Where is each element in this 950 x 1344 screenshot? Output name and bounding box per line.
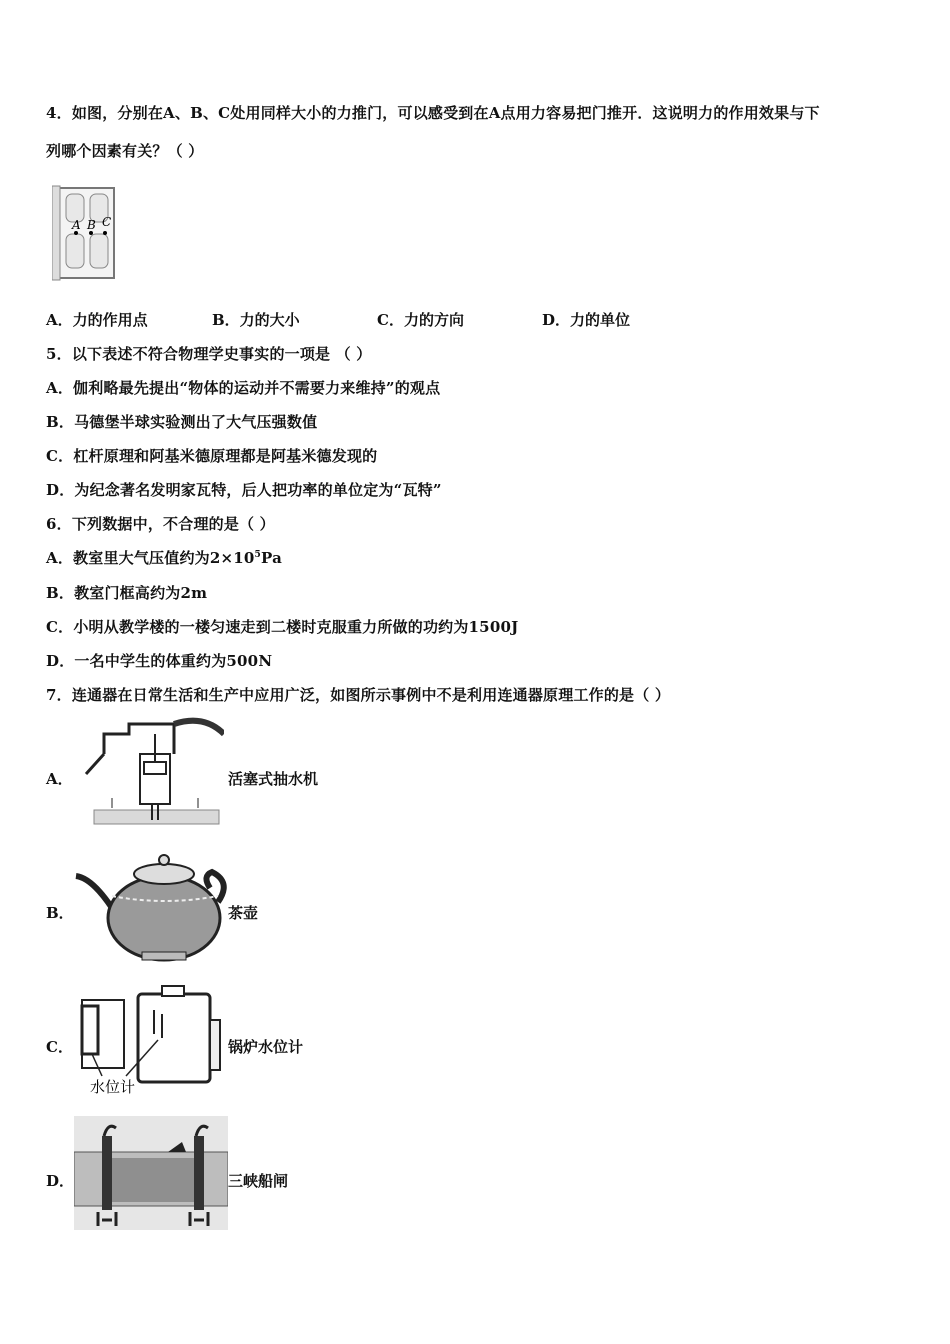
q6-stem: 6．下列数据中，不合理的是（ ）: [46, 515, 275, 533]
q4-option-c[interactable]: C．力的方向: [377, 311, 464, 329]
ship-lock-figure: [74, 1116, 228, 1230]
door-figure: [52, 184, 118, 282]
q7-option-a-letter[interactable]: A．: [46, 770, 73, 788]
q5-option-c[interactable]: C．杠杆原理和阿基米德原理都是阿基米德发现的: [46, 447, 378, 465]
q7-stem: 7．连通器在日常生活和生产中应用广泛，如图所示事例中不是利用连通器原理工作的是（ ）: [46, 686, 671, 704]
door-label-c: C: [102, 215, 112, 229]
door-label-a: A: [72, 218, 81, 232]
q4-stem-line1: 4．如图，分别在A、B、C处用同样大小的力推门，可以感受到在A点用力容易把门推开．这说明力的作用效果与下: [46, 104, 820, 122]
piston-pump-figure: [74, 714, 224, 828]
q6-option-c[interactable]: C．小明从教学楼的一楼匀速走到二楼时克服重力所做的功约为1500J: [46, 618, 519, 636]
q4-stem-line2: 列哪个因素有关？（ ）: [46, 142, 204, 160]
q7-option-b-letter[interactable]: B．: [46, 904, 74, 922]
q7-option-a-caption: 活塞式抽水机: [228, 770, 319, 788]
q7-option-b-caption: 茶壶: [228, 904, 259, 922]
q5-stem: 5．以下表述不符合物理学史事实的一项是 （ ）: [46, 345, 372, 363]
q7-option-c-caption: 锅炉水位计: [228, 1038, 304, 1056]
q7-option-d-caption: 三峡船闸: [228, 1172, 289, 1190]
door-label-b: B: [87, 218, 96, 232]
q7-option-c-letter[interactable]: C．: [46, 1038, 73, 1056]
q6-option-a[interactable]: [46, 547, 282, 568]
q4-option-d[interactable]: D．力的单位: [542, 311, 631, 329]
teapot-figure: [72, 852, 228, 964]
q5-option-a[interactable]: A．伽利略最先提出“物体的运动并不需要力来维持”的观点: [46, 379, 441, 397]
water-gauge-label: 水位计: [90, 1078, 136, 1094]
q6-option-a-exponent: 5: [254, 550, 261, 560]
q6-option-a-unit: Pa: [261, 549, 282, 567]
boiler-figure: [72, 984, 228, 1094]
q5-option-d[interactable]: D．为纪念著名发明家瓦特，后人把功率的单位定为“瓦特”: [46, 481, 442, 499]
q4-option-b[interactable]: B．力的大小: [212, 311, 300, 329]
q6-option-b[interactable]: B．教室门框高约为2m: [46, 584, 208, 602]
q5-option-b[interactable]: B．马德堡半球实验测出了大气压强数值: [46, 413, 318, 431]
q7-option-d-letter[interactable]: D．: [46, 1172, 75, 1190]
q4-option-a[interactable]: A．力的作用点: [46, 311, 148, 329]
q6-option-a-text: A．教室里大气压值约为2×10: [46, 549, 255, 567]
q6-option-d[interactable]: D．一名中学生的体重约为500N: [46, 652, 273, 670]
